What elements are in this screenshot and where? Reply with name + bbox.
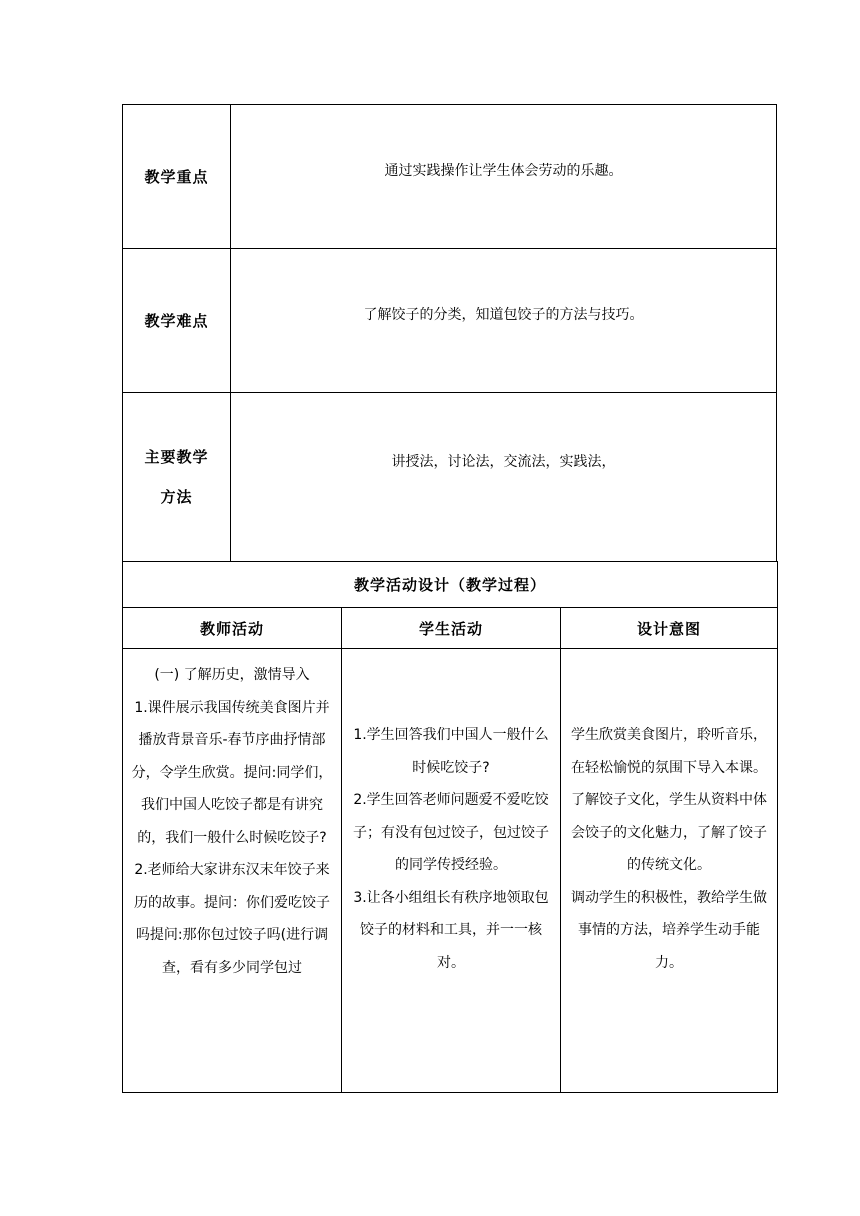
teacher-activity-cell [123, 649, 342, 1093]
activity-section-title: 教学活动设计（教学过程） [123, 562, 778, 608]
table-row [123, 249, 777, 393]
teacher-step-heading: (一) 了解历史，激情导入 [154, 667, 310, 683]
student-step-1: 1.学生回答我们中国人一般什么时候吃饺子? [353, 727, 549, 776]
student-step-2: 2.学生回答老师问题爱不爱吃饺子；有没有包过饺子，包过饺子的同学传授经验。 [353, 792, 549, 873]
intent-paragraph-1: 学生欣赏美食图片，聆听音乐，在轻松愉悦的氛围下导入本课。了解饺子文化，学生从资料中体会饺子的文化魅力，了解了饺子的传统文化。 [571, 727, 768, 873]
activity-design-table [122, 561, 778, 1093]
key-points-value: 通过实践操作让学生体会劳动的乐趣。 [231, 105, 777, 249]
design-intent-cell [561, 649, 778, 1093]
methods-label [123, 393, 231, 562]
methods-label-line2: 方法 [160, 488, 193, 506]
lesson-info-table [122, 104, 777, 562]
methods-value: 讲授法，讨论法，交流法，实践法， [231, 393, 777, 562]
methods-label-line1: 主要教学 [144, 448, 209, 466]
intent-paragraph-2: 调动学生的积极性，教给学生做事情的方法，培养学生动手能力。 [571, 889, 768, 971]
teacher-step-2: 2.老师给大家讲东汉末年饺子来历的故事。提问：你们爱吃饺子吗提问:那你包过饺子吗(进行调查，看有多少同学包过 [134, 862, 330, 976]
table-row [123, 608, 778, 649]
column-header-student: 学生活动 [342, 608, 561, 649]
difficulties-value: 了解饺子的分类，知道包饺子的方法与技巧。 [231, 249, 777, 393]
column-header-teacher: 教师活动 [123, 608, 342, 649]
difficulties-label: 教学难点 [123, 249, 231, 393]
table-row [123, 105, 777, 249]
key-points-label: 教学重点 [123, 105, 231, 249]
student-activity-cell [342, 649, 561, 1093]
table-row [123, 562, 778, 608]
teacher-step-1: 1.课件展示我国传统美食图片并播放背景音乐-春节序曲抒情部分，令学生欣赏。提问:同学们，我们中国人吃饺子都是有讲究的，我们一般什么时候吃饺子? [131, 699, 333, 846]
table-row [123, 649, 778, 1093]
table-row [123, 393, 777, 562]
student-step-3: 3.让各小组组长有秩序地领取包饺子的材料和工具，并一一核对。 [353, 889, 549, 971]
column-header-intent: 设计意图 [561, 608, 778, 649]
